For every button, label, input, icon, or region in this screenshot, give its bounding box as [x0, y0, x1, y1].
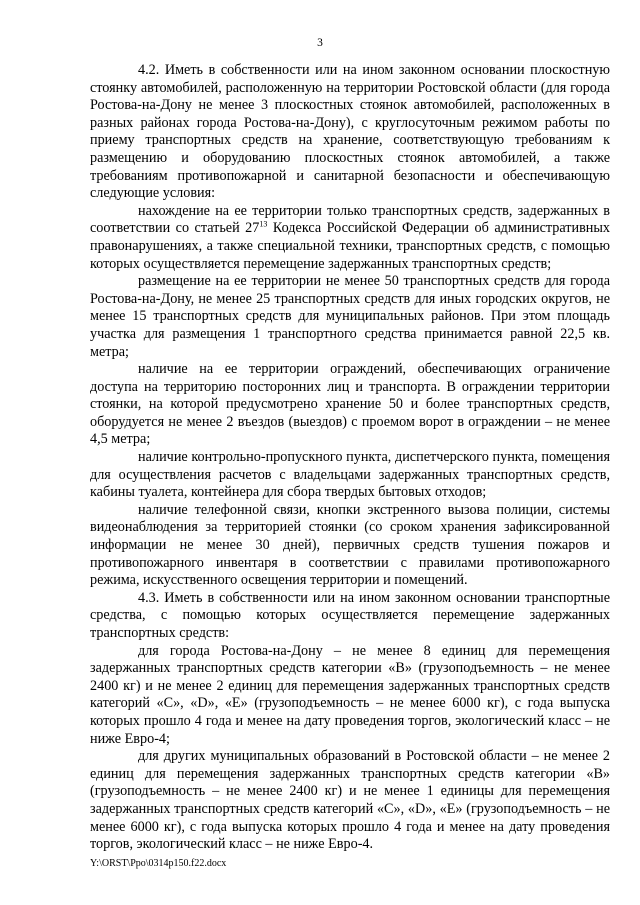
paragraph-condition-communication: наличие телефонной связи, кнопки экстренного вызова полиции, системы видеонаблюдения за территорией стоянки (со сроком хранения зафиксированной информации не менее 30 дней), первичных средств тушения пожаров и противопожарного инвентаря в соответствии с правилами противопожарного режима, искусственного освещения территории и помещений.: [90, 501, 610, 589]
paragraph-rostov-tow-trucks: для города Ростова-на-Дону – не менее 8 единиц для перемещения задержанных транспортных средств категории «В» (грузоподъемность – не менее 2400 кг) и не менее 2 единиц для перемещения задержанных транспортных средств категорий «С», «D», «Е» (грузоподъемность – не менее 6000 кг), с года выпуска которых прошло 4 года и менее на дату проведения торгов, экологический класс – не ниже Евро-4;: [90, 642, 610, 747]
paragraph-4-2: 4.2. Иметь в собственности или на ином законном основании плоскостную стоянку автомобилей, расположенную на территории Ростовской области (для города Ростова-на-Дону не менее 3 плоскостных стоянок автомобилей, расположенных в разных районах города Ростова-на-Дону), с круглосуточным режимом работы по приему транспортных средств на хранение, соответствующую требованиям к размещению и оборудованию плоскостных стоянок автомобилей, а также требованиям противопожарной и санитарной безопасности и обеспечивающую следующие условия:: [90, 62, 610, 202]
paragraph-condition-fencing: наличие на ее территории ограждений, обеспечивающих ограничение доступа на территорию посторонних лиц и транспорта. В ограждении территории стоянки, на которой предусмотрено хранение 50 и более транспортных средств, оборудуется не менее 2 въездов (выездов) с проемом ворот в ограждении – не менее 4,5 метра;: [90, 361, 610, 448]
article-superscript: 13: [259, 219, 268, 229]
paragraph-4-3: 4.3. Иметь в собственности или на ином законном основании транспортные средства, с помощью которых осуществляется перемещение задержанных транспортных средств:: [90, 589, 610, 641]
document-body: [90, 62, 610, 854]
paragraph-condition-checkpoint: наличие контрольно-пропускного пункта, диспетчерского пункта, помещения для осуществления расчетов с владельцами задержанных транспортных средств, кабины туалета, контейнера для сбора твердых бытовых отходов;: [90, 449, 610, 501]
paragraph-text-after-sup: Кодекса Российской Федерации об административных правонарушениях, а также специальной техники, транспортных средств, с помощью которых осуществляется перемещение задержанных транспортных средств;: [90, 220, 610, 272]
footer-file-path: Y:\ORST\Ppo\0314p150.f22.docx: [90, 858, 227, 869]
paragraph-condition-capacity: размещение на ее территории не менее 50 транспортных средств для города Ростова-на-Дону, не менее 25 транспортных средств для иных городских округов, не менее 15 транспортных средств для муниципальных районов. При этом площадь участка для размещения 1 транспортного средства принимается равной 22,5 кв. метра;: [90, 273, 610, 360]
paragraph-other-municipalities: для других муниципальных образований в Ростовской области – не менее 2 единиц для перемещения задержанных транспортных средств категории «В» (грузоподъемность – не менее 2400 кг) и не менее 1 единицы для перемещения задержанных транспортных средств категорий «С», «D», «Е» (грузоподъемность – не менее 6000 кг), с года выпуска которых прошло 4 года и менее на дату проведения торгов, экологический класс – не ниже Евро-4.: [90, 748, 610, 853]
paragraph-condition-vehicles: [90, 203, 610, 273]
page-number: 3: [317, 37, 323, 49]
paragraph-text-before-sup: нахождение на ее территории только транспортных средств, задержанных в соответствии со статьей 27: [90, 202, 610, 237]
